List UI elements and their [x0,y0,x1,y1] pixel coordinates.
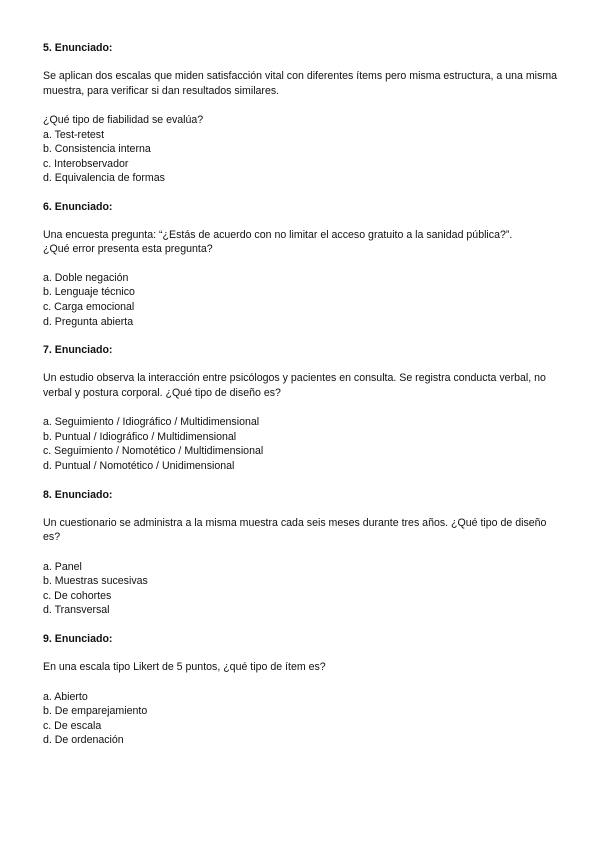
question-heading: 8. Enunciado: [43,488,113,501]
answer-options [43,690,563,748]
question-prompt: ¿Qué tipo de fiabilidad se evalúa? [43,114,204,126]
option-b: b. Muestras sucesivas [43,575,148,588]
question-statement: Se aplican dos escalas que miden satisfacción vital con diferentes ítems pero misma estructura, a una misma muestra, para verificar si dan resultados similares. [43,70,558,97]
option-b: b. Lenguaje técnico [43,286,135,299]
option-d: d. De ordenación [43,734,124,747]
question-statement: Un cuestionario se administra a la misma muestra cada seis meses durante tres años. ¿Qué tipo de diseño es? [43,516,547,544]
option-a: a. Seguimiento / Idiográfico / Multidimensional [43,416,260,429]
answer-options [43,128,563,186]
answer-options [43,560,563,618]
answer-options [43,271,563,329]
answer-options [43,415,563,473]
question-statement: Una encuesta pregunta: “¿Estás de acuerdo con no limitar el acceso gratuito a la sanidad pública?”. [43,228,513,241]
option-a: a. Doble negación [43,271,129,284]
option-c: c. Interobservador [43,157,129,170]
question-9 [43,632,563,748]
option-b: b. Puntual / Idiográfico / Multidimensional [43,430,237,443]
question-statement: Un estudio observa la interacción entre psicólogos y pacientes en consulta. Se registra conducta verbal, no verbal y postura corporal. ¿Qué tipo de diseño es? [43,372,546,399]
question-statement: En una escala tipo Likert de 5 puntos, ¿qué tipo de ítem es? [43,661,326,673]
option-c: c. De escala [43,719,102,732]
question-8 [43,488,563,618]
question-7 [43,343,563,473]
option-a: a. Abierto [43,690,88,703]
option-a: a. Panel [43,560,82,573]
question-5 [43,41,563,186]
question-6 [43,200,563,329]
question-prompt: ¿Qué error presenta esta pregunta? [43,243,213,256]
option-c: c. Seguimiento / Nomotético / Multidimensional [43,445,264,458]
option-b: b. Consistencia interna [43,143,151,156]
option-d: d. Transversal [43,604,110,617]
option-c: c. Carga emocional [43,301,135,314]
option-b: b. De emparejamiento [43,705,148,718]
option-a: a. Test-retest [43,128,105,141]
document-page [43,41,563,748]
question-heading: 9. Enunciado: [43,633,113,645]
question-heading: 6. Enunciado: [43,200,113,213]
option-d: d. Equivalencia de formas [43,172,165,185]
question-heading: 5. Enunciado: [43,42,113,54]
option-d: d. Pregunta abierta [43,315,134,328]
question-heading: 7. Enunciado: [43,344,113,357]
option-c: c. De cohortes [43,589,112,602]
option-d: d. Puntual / Nomotético / Unidimensional [43,460,235,473]
